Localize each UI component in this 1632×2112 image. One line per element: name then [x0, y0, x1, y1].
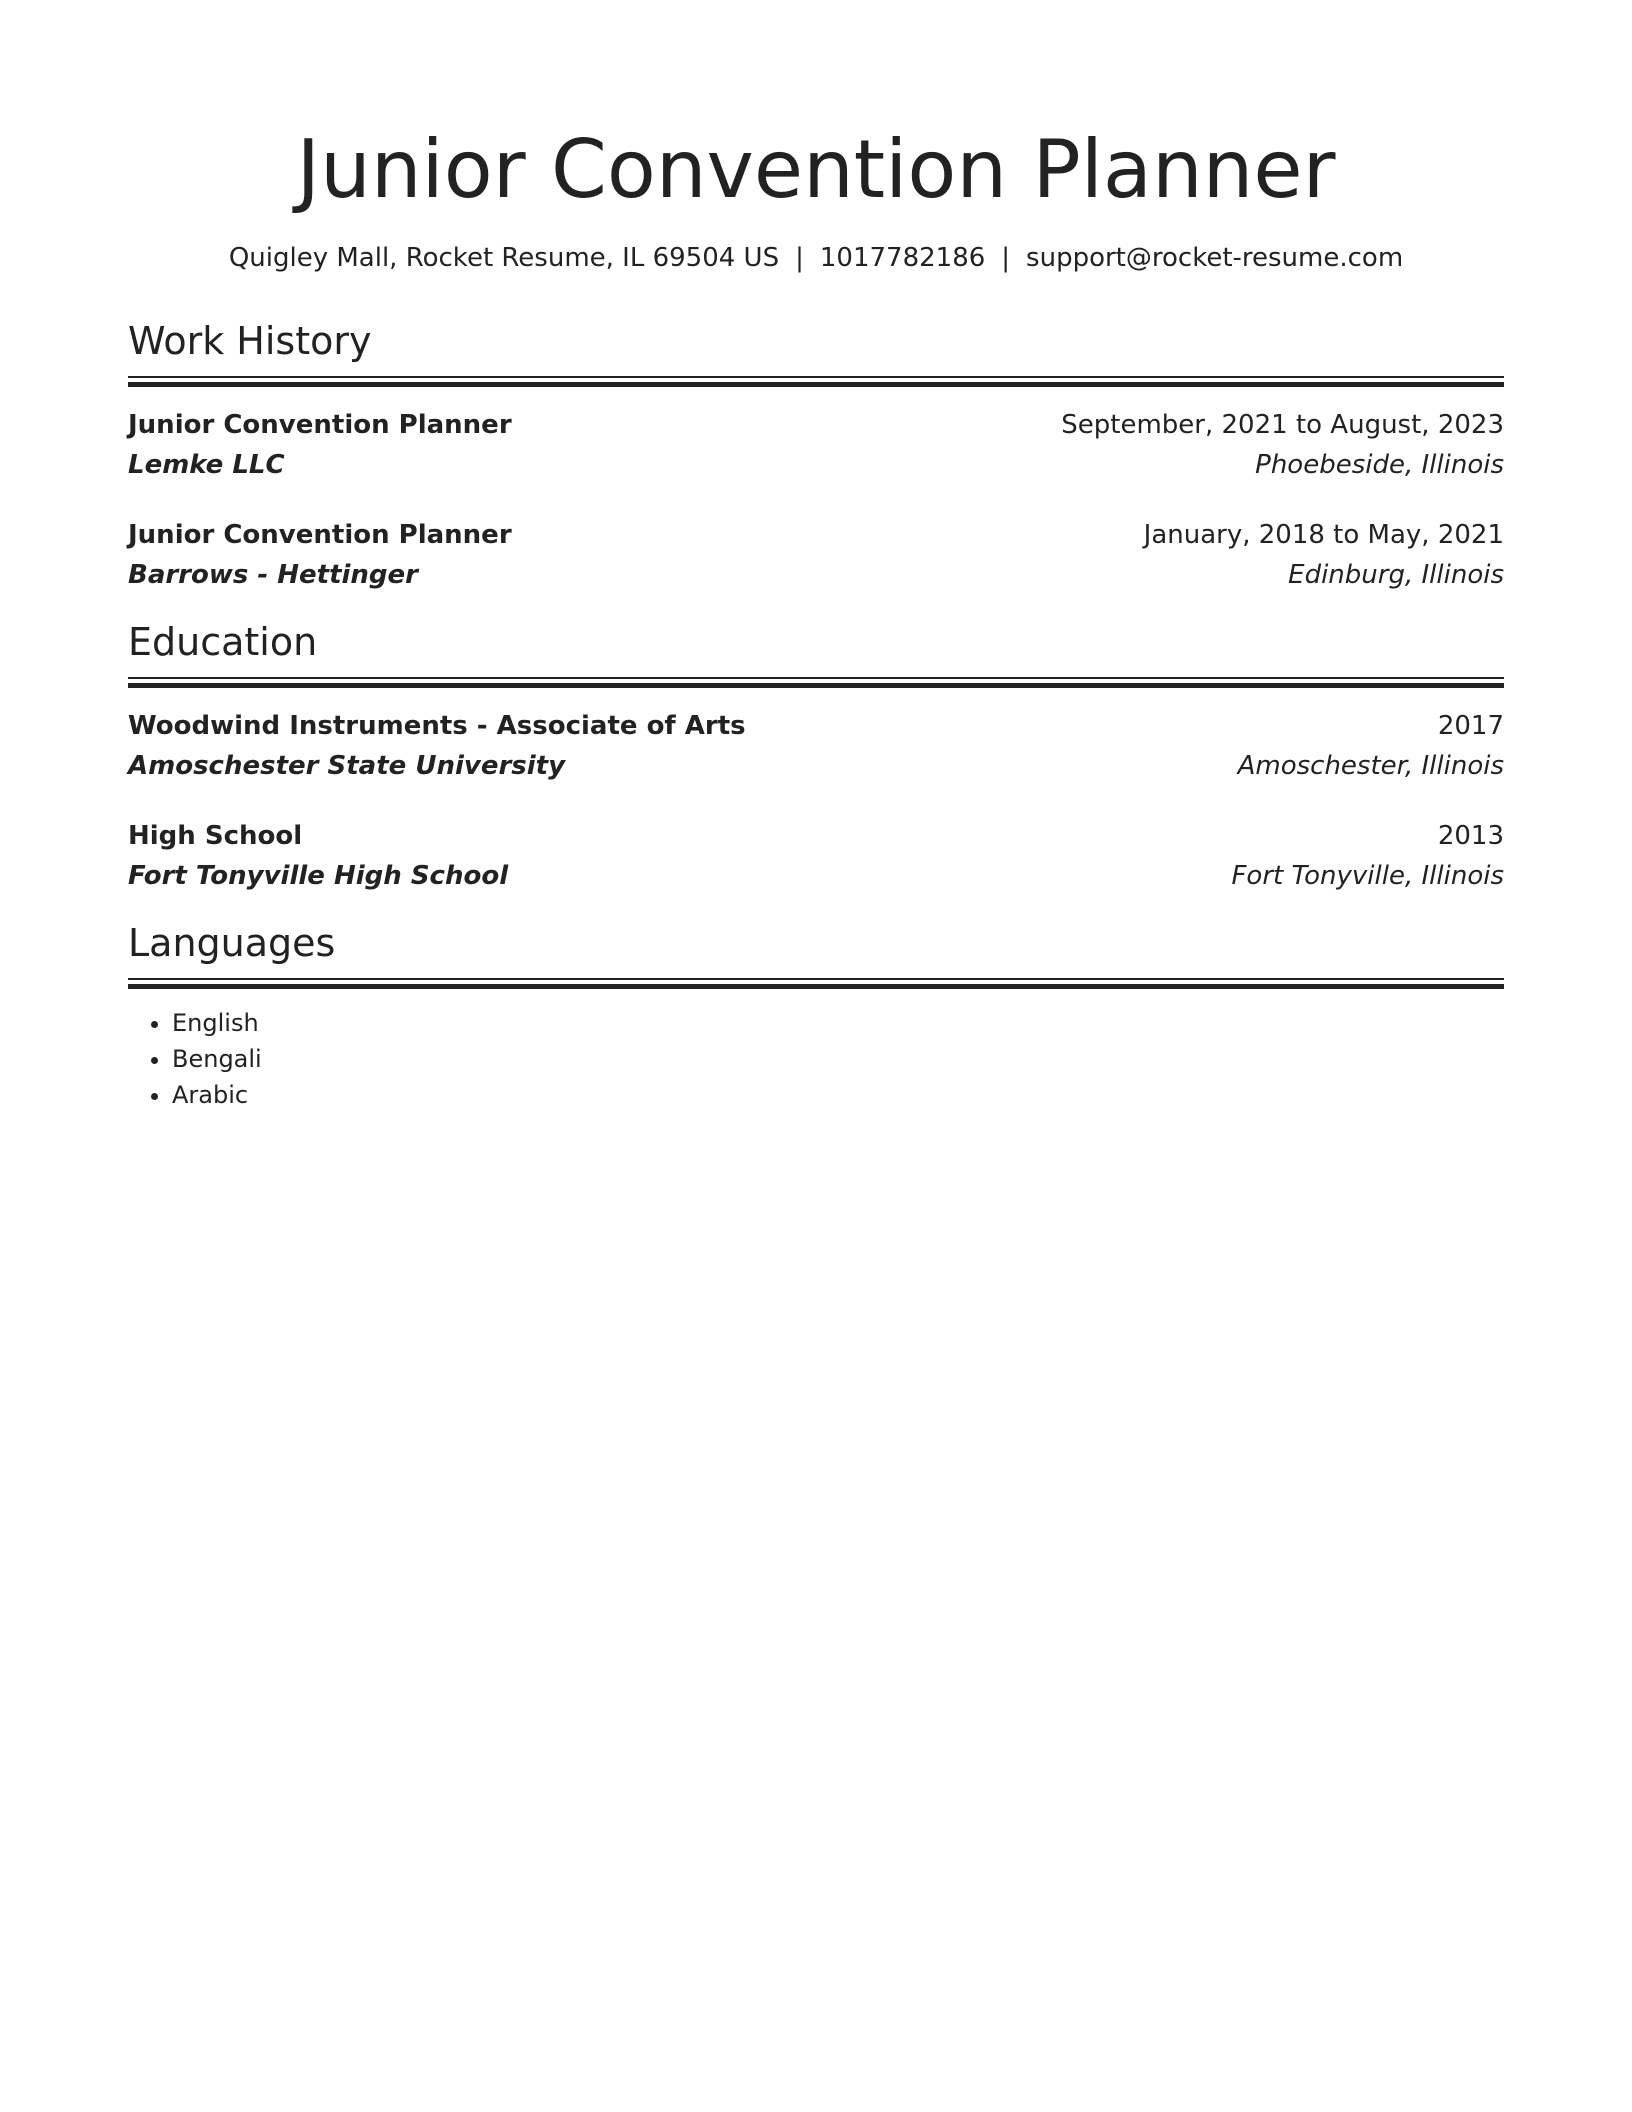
education-section — [128, 617, 1504, 896]
languages-section — [128, 918, 1504, 1113]
education-entry — [128, 706, 1504, 786]
job-company: Barrows - Hettinger — [128, 560, 418, 590]
job-role: Junior Convention Planner — [128, 520, 512, 550]
contact-phone: 1017782186 — [819, 243, 986, 273]
education-year: 2017 — [1437, 711, 1504, 741]
education-location: Fort Tonyville, Illinois — [1231, 861, 1504, 891]
job-dates: September, 2021 to August, 2023 — [1061, 410, 1504, 440]
language-item: • Bengali — [172, 1041, 1504, 1077]
work-entry — [128, 405, 1504, 485]
work-history-title: Work History — [128, 319, 372, 363]
education-entry — [128, 816, 1504, 896]
job-role: Junior Convention Planner — [128, 410, 512, 440]
education-degree: High School — [128, 821, 303, 851]
contact-address: Quigley Mall, Rocket Resume, IL 69504 US — [228, 243, 780, 273]
contact-line — [128, 240, 1504, 276]
section-divider — [128, 677, 1504, 688]
section-divider — [128, 376, 1504, 387]
education-location: Amoschester, Illinois — [1237, 751, 1504, 781]
section-divider — [128, 978, 1504, 989]
languages-title: Languages — [128, 921, 336, 965]
education-school: Amoschester State University — [128, 751, 566, 781]
language-item: • Arabic — [172, 1077, 1504, 1113]
job-dates: January, 2018 to May, 2021 — [1143, 520, 1504, 550]
education-degree: Woodwind Instruments - Associate of Arts — [128, 711, 746, 741]
languages-list — [128, 1005, 1504, 1113]
job-location: Edinburg, Illinois — [1288, 560, 1504, 590]
job-company: Lemke LLC — [128, 450, 285, 480]
language-item: • English — [172, 1005, 1504, 1041]
education-school: Fort Tonyville High School — [128, 861, 509, 891]
education-title: Education — [128, 620, 318, 664]
contact-separator: | — [1001, 243, 1011, 273]
contact-separator: | — [795, 243, 804, 273]
job-location: Phoebeside, Illinois — [1255, 450, 1504, 480]
resume-name-heading: Junior Convention Planner — [296, 123, 1336, 216]
work-entry — [128, 515, 1504, 595]
work-history-section — [128, 316, 1504, 595]
education-year: 2013 — [1437, 821, 1504, 851]
contact-email: support@rocket-resume.com — [1026, 243, 1404, 273]
